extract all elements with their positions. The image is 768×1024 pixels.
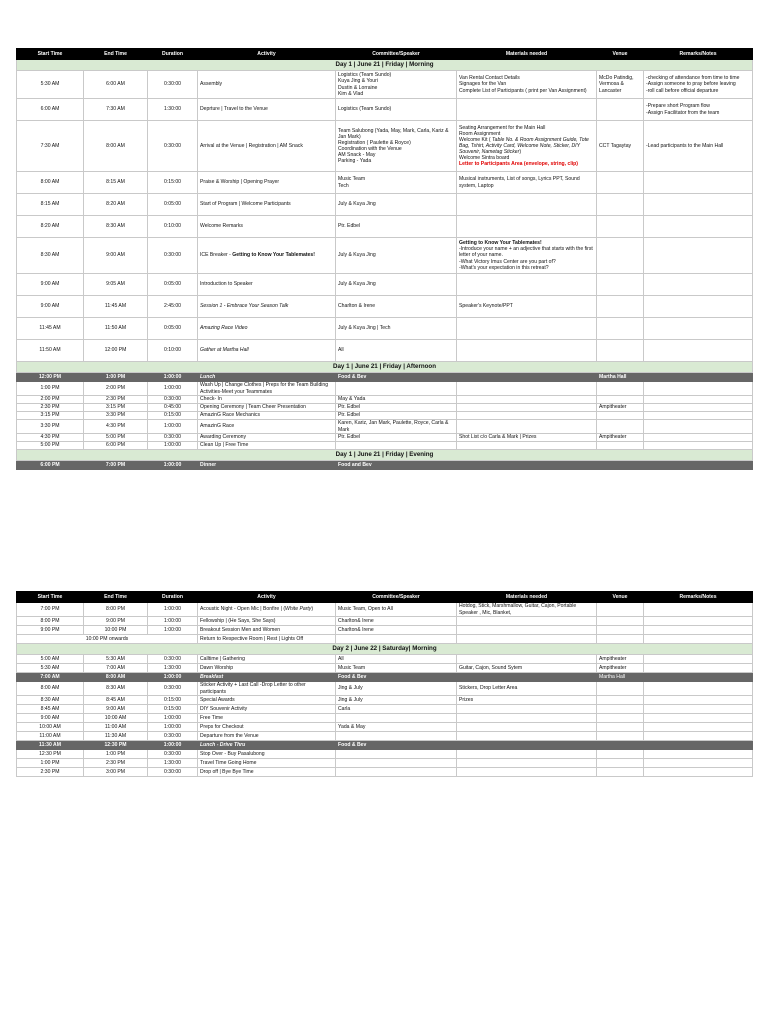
table-row: 9:00 AM 11:45 AM 2:45:00 Session 1 - Embrace Your Season Talk Charlton & Irene Speaker's Keynote/PPT bbox=[17, 296, 753, 318]
table-row: 1:00 PM 2:30 PM 1:30:00 Travel Time Going Home bbox=[17, 759, 753, 768]
table-row: 8:20 AM 8:30 AM 0:10:00 Welcome Remarks Ptr. Edbel bbox=[17, 216, 753, 238]
col-venue: Venue bbox=[597, 592, 644, 603]
schedule-table-day1 bbox=[16, 48, 753, 470]
col-materials: Materials needed bbox=[457, 592, 597, 603]
meal-row: 12:00 PM 1:00 PM 1:00:00 Lunch Food & Bev Martha Hall bbox=[17, 373, 753, 382]
table-row: 7:00 PM 8:00 PM 1:00:00 Acoustic Night - Open Mic | Bonfire | (White Party) Music Team, Open to All Hotdog, Stick, Marshmallow, Guitar, Cajon, Portable Speaker , Mic, Blanket, bbox=[17, 603, 753, 617]
table-row: 9:00 AM 9:05 AM 0:05:00 Introduction to Speaker July & Kuya Jing bbox=[17, 274, 753, 296]
table-row: 11:50 AM 12:00 PM 0:10:00 Gather at Martha Hall All bbox=[17, 340, 753, 362]
table-row: 8:30 AM 8:45 AM 0:15:00 Special Awards Jing & July Prizes bbox=[17, 696, 753, 705]
day-header: Day 1 | June 21 | Friday | Afternoon bbox=[17, 362, 753, 373]
table-row: 2:30 PM 3:15 PM 0:45:00 Opening Ceremony | Team Cheer Presentation Ptr. Edbel Ampitheater bbox=[17, 404, 753, 412]
table-row: 5:30 AM 6:00 AM 0:30:00 Assembly Logistics (Team Sundo) Kuya Jing & Youri Dustin & Lorraine Kim & Vlad Van Rental Contact Details Signages for the Van Complete List of Participants ( print per Van Assignment) McDo Patindig, Vermosa & Lancaster -checking of attendance from time to time -Assign someone to pray before leaving -roll call before official departure bbox=[17, 71, 753, 99]
table-row: 10:00 PM onwards Return to Respective Room | Rest | Lights Off bbox=[17, 635, 753, 644]
table-row: 11:00 AM 11:30 AM 0:30:00 Departure from the Venue bbox=[17, 732, 753, 741]
header-row bbox=[17, 592, 753, 603]
table-row: 6:00 AM 7:30 AM 1:30:00 Deprture | Travel to the Venue Logistics (Team Sundo) -Prepare short Program flow -Assign Facilitator from the team bbox=[17, 99, 753, 121]
col-remarks: Remarks/Notes bbox=[644, 592, 753, 603]
meal-row: 11:30 AM 12:30 PM 1:00:00 Lunch - Drive Thru Food & Bev bbox=[17, 741, 753, 750]
table-row: 5:00 AM 5:30 AM 0:30:00 Calltime | Gathering All Ampitheater bbox=[17, 655, 753, 664]
table-row: 11:45 AM 11:50 AM 0:05:00 Amazing Race Video July & Kuya Jing | Tech bbox=[17, 318, 753, 340]
table-row: 4:30 PM 5:00 PM 0:30:00 Awarding Ceremony Ptr. Edbel Shot List c/o Carla & Mark | Prizes Ampitheater bbox=[17, 434, 753, 442]
col-activity: Activity bbox=[198, 592, 336, 603]
col-venue: Venue bbox=[597, 49, 644, 60]
table-row: 2:00 PM 2:30 PM 0:30:00 Check- In May & Yada bbox=[17, 396, 753, 404]
table-row: 5:30 AM 7:00 AM 1:30:00 Dawn Worship Music Team Guitar, Cajon, Sound Sytem Ampitheater bbox=[17, 664, 753, 673]
col-remarks: Remarks/Notes bbox=[644, 49, 753, 60]
col-duration: Duration bbox=[148, 592, 198, 603]
table-row: 8:15 AM 8:20 AM 0:05:00 Start of Program | Welcome Participants July & Kuya Jing bbox=[17, 194, 753, 216]
table-row: 8:00 AM 8:15 AM 0:15:00 Praise & Worship | Opening Prayer Music Team Tech Musical instruments, List of songs, Lyrics PPT, Sound system, Laptop bbox=[17, 172, 753, 194]
col-activity: Activity bbox=[198, 49, 336, 60]
table-row: 7:30 AM 8:00 AM 0:30:00 Arrival at the Venue | Registration | AM Snack Team Salubong (Yada, May, Mark, Carla, Kariz & Jan Mark) Registration ( Paulette & Royce) Coordination with the Venue AM Snack - May Parking - Yada Seating Arrangement for the Main Hall Room Assignment Welcome Kit ( Table No. & Room Assignment Guide, Tote Bag, Tshirt, Activity Card, Welcome Note, Sticker, DIY Souvenir, Nametag Sticker) Welcome Sintra board Letter to Participants Area (envelope, string, clip) CCT Tagaytay -Lead participants to the Main Hall bbox=[17, 121, 753, 172]
schedule-table-day2 bbox=[16, 591, 753, 777]
table-row: 8:00 AM 8:30 AM 0:30:00 Sticker Activity + Last Call -Drop Letter to other participants Jing & July Stickers, Drop Letter Area bbox=[17, 682, 753, 696]
table-row: 8:00 PM 9:00 PM 1:00:00 Fellowship | (He Says, She Says) Charlton& Irene bbox=[17, 617, 753, 626]
table-row: 8:45 AM 9:00 AM 0:15:00 DIY Souvenir Activity Carla bbox=[17, 705, 753, 714]
day-header: Day 2 | June 22 | Saturday| Morning bbox=[17, 644, 753, 655]
col-materials: Materials needed bbox=[457, 49, 597, 60]
day-header: Day 1 | June 21 | Friday | Morning bbox=[17, 60, 753, 71]
col-start-time: Start Time bbox=[17, 49, 84, 60]
col-committee: Committee/Speaker bbox=[336, 592, 457, 603]
table-row: 3:15 PM 3:30 PM 0:15:00 AmazinG Race Mechanics Ptr. Edbel bbox=[17, 412, 753, 420]
table-row: 9:00 AM 10:00 AM 1:00:00 Free Time bbox=[17, 714, 753, 723]
table-row: 1:00 PM 2:00 PM 1:00:00 Wash Up | Change Clothes | Preps for the Team Building Activities-Meet your Teammates bbox=[17, 382, 753, 396]
table-row: 8:30 AM 9:00 AM 0:30:00 ICE Breaker - Getting to Know Your Tablemates! July & Kuya Jing Getting to Know Your Tablemates! -Introduce your name + an adjective that starts with the first letter of your name. -What Victory Imus Center are you part of? -What's your expectation in this retreat? bbox=[17, 238, 753, 274]
day-header: Day 1 | June 21 | Friday | Evening bbox=[17, 450, 753, 461]
col-end-time: End Time bbox=[84, 49, 148, 60]
table-row: 2:30 PM 3:00 PM 0:30:00 Drop off | Bye Bye Time bbox=[17, 768, 753, 777]
col-start-time: Start Time bbox=[17, 592, 84, 603]
meal-row: 7:00 AM 8:00 AM 1:00:00 Breakfast Food & Bev Martha Hall bbox=[17, 673, 753, 682]
table-row: 5:00 PM 6:00 PM 1:00:00 Clean Up | Free Time bbox=[17, 442, 753, 450]
table-row: 3:30 PM 4:30 PM 1:00:00 AmazinG Race Karen, Kariz, Jan Mark, Paulette, Royce, Carla & Mark bbox=[17, 420, 753, 434]
table-row: 10:00 AM 11:00 AM 1:00:00 Preps for Checkout Yada & May bbox=[17, 723, 753, 732]
col-committee: Committee/Speaker bbox=[336, 49, 457, 60]
meal-row: 6:00 PM 7:00 PM 1:00:00 Dinner Food and Bev bbox=[17, 461, 753, 470]
col-duration: Duration bbox=[148, 49, 198, 60]
table-row: 12:30 PM 1:00 PM 0:30:00 Stop Over - Buy Pasalubong bbox=[17, 750, 753, 759]
col-end-time: End Time bbox=[84, 592, 148, 603]
table-row: 9:00 PM 10:00 PM 1:00:00 Breakout Session Men and Women Charlton& Irene bbox=[17, 626, 753, 635]
header-row bbox=[17, 49, 753, 60]
